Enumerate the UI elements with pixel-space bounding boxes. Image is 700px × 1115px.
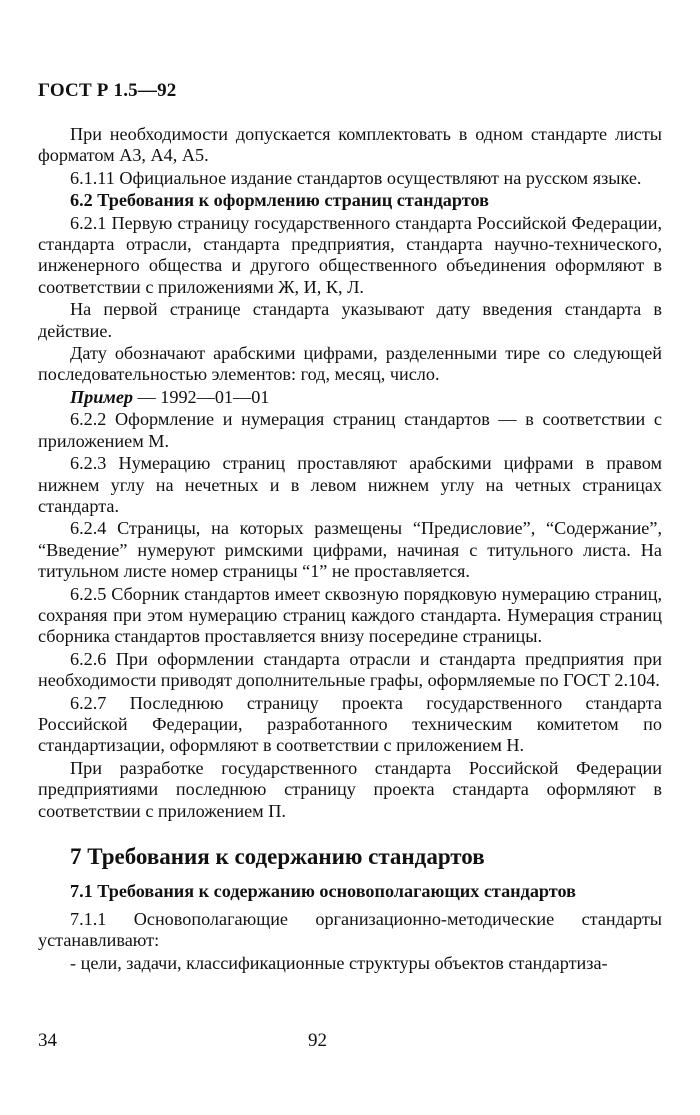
- example-label: Пример: [70, 386, 133, 407]
- paragraph-6-2-3: 6.2.3 Нумерацию страниц проставляют арабскими цифрами в правом нижнем углу на нечетных и в левом нижнем углу на четных страницах стандарта.: [38, 453, 662, 516]
- paragraph-sheet-formats: При необходимости допускается комплектовать в одном стандарте листы форматом А3, А4, А5.: [38, 124, 662, 166]
- paragraph-6-2-6: 6.2.6 При оформлении стандарта отрасли и стандарта предприятия при необходимости приводят дополнительные графы, оформляемые по ГОСТ 2.104.: [38, 648, 662, 691]
- paragraph-date-format: Дату обозначают арабскими цифрами, разделенными тире со следующей последовательностью элементов: год, месяц, число.: [38, 343, 662, 385]
- paragraph-7-1-1: 7.1.1 Основополагающие организационно-методические стандарты устанавливают:: [38, 908, 662, 951]
- paragraph-6-2-2: 6.2.2 Оформление и нумерация страниц стандартов — в соответствии с приложением М.: [38, 409, 662, 451]
- paragraph-6-2-4: 6.2.4 Страницы, на которых размещены “Предисловие”, “Содержание”, “Введение” нумеруют римскими цифрами, начиная с титульного листа. На титульном листе номер страницы “1” не проставляется.: [38, 518, 662, 582]
- heading-section-7: 7 Требования к содержанию стандартов: [70, 844, 485, 869]
- running-head: ГОСТ Р 1.5—92: [38, 80, 177, 101]
- paragraph-6-2-1: 6.2.1 Первую страницу государственного стандарта Российской Федерации, стандарта отрасли, стандарта предприятия, стандарта научно-технического, инженерного общества и другого общественного объединения оформляют в соответствии с приложениями Ж, И, К, Л.: [38, 212, 662, 297]
- body-text: [38, 124, 662, 975]
- example-line: [38, 387, 662, 408]
- document-page: [38, 0, 662, 1115]
- paragraph-6-2-5: 6.2.5 Сборник стандартов имеет сквозную порядковую нумерацию страниц, сохраняя при этом нумерацию страниц каждого стандарта. Нумерация страниц сборника стандартов проставляется внизу посередине страницы.: [38, 583, 662, 647]
- heading-7-1: 7.1 Требования к содержанию основополагающих стандартов: [70, 881, 576, 902]
- paragraph-last-page: При разработке государственного стандарта Российской Федерации предприятиями последнюю страницу проекта стандарта оформляют в соответствии с приложением П.: [38, 757, 662, 821]
- example-value: — 1992—01—01: [132, 386, 270, 407]
- page-number-left: 34: [38, 1030, 57, 1051]
- heading-6-2: 6.2 Требования к оформлению страниц стандартов: [70, 190, 489, 211]
- list-item-goals: - цели, задачи, классификационные структуры объектов стандартиза-: [70, 952, 608, 973]
- paragraph-first-page-date: На первой странице стандарта указывают дату введения стандарта в действие.: [38, 299, 662, 341]
- paragraph-6-2-7: 6.2.7 Последнюю страницу проекта государственного стандарта Российской Федерации, разработанного техническим комитетом по стандартизации, оформляют в соответствии с приложением Н.: [38, 692, 662, 756]
- page-number-center: 92: [308, 1030, 327, 1051]
- paragraph-6-1-11: 6.1.11 Официальное издание стандартов осуществляют на русском языке.: [70, 167, 642, 188]
